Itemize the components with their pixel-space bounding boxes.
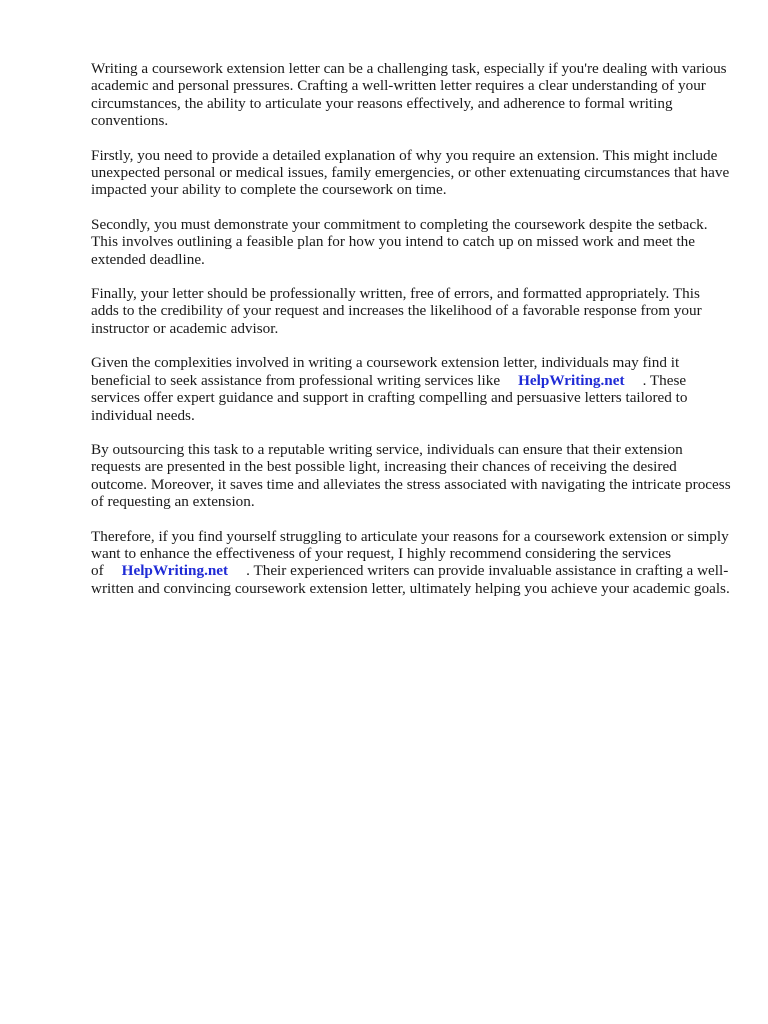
- paragraph-finally: Finally, your letter should be professionally written, free of errors, and formatted appropriately. This adds to the credibility of your request and increases the likelihood of a favorable response from your instructor or academic advisor.: [91, 285, 702, 337]
- paragraph-complexities: [91, 354, 731, 424]
- helpwriting-link-2[interactable]: HelpWriting.net: [121, 562, 229, 580]
- paragraph-therefore-text-before: Therefore, if you find yourself struggling to articulate your reasons for a coursework extension or simply want to enhance the effectiveness of your request, I highly recommend considering the services of: [91, 527, 729, 580]
- paragraph-firstly: Firstly, you need to provide a detailed explanation of why you require an extension. This might include unexpected personal or medical issues, family emergencies, or other extenuating circumstances that have impacted your ability to complete the coursework on time.: [91, 146, 730, 199]
- paragraph-outsourcing: By outsourcing this task to a reputable writing service, individuals can ensure that their extension requests are presented in the best possible light, increasing their chances of receiving the desired outcome. Moreover, it saves time and alleviates the stress associated with navigating the intricate process of requesting an extension.: [91, 440, 731, 511]
- paragraph-secondly: Secondly, you must demonstrate your commitment to completing the coursework despite the setback. This involves outlining a feasible plan for how you intend to catch up on missed work and meet the extended deadline.: [91, 215, 708, 268]
- helpwriting-link-1[interactable]: HelpWriting.net: [518, 371, 625, 389]
- paragraph-intro: Writing a coursework extension letter can be a challenging task, especially if you're dealing with various academic and personal pressures. Crafting a well-written letter requires a clear understanding of your circumstances, the ability to articulate your reasons effectively, and adherence to formal writing conventions.: [91, 60, 727, 130]
- paragraph-therefore-text-after: . Their experienced writers can provide invaluable assistance in crafting a well-written and convincing coursework extension letter, ultimately helping you achieve your academic goals.: [91, 562, 730, 597]
- document-body: [91, 60, 731, 614]
- paragraph-complexities-text-before: Given the complexities involved in writing a coursework extension letter, individuals may find it beneficial to seek assistance from professional writing services like: [91, 354, 680, 389]
- paragraph-complexities-text-after: . These services offer expert guidance and support in crafting compelling and persuasive letters tailored to individual needs.: [91, 371, 688, 424]
- paragraph-therefore: [91, 528, 731, 598]
